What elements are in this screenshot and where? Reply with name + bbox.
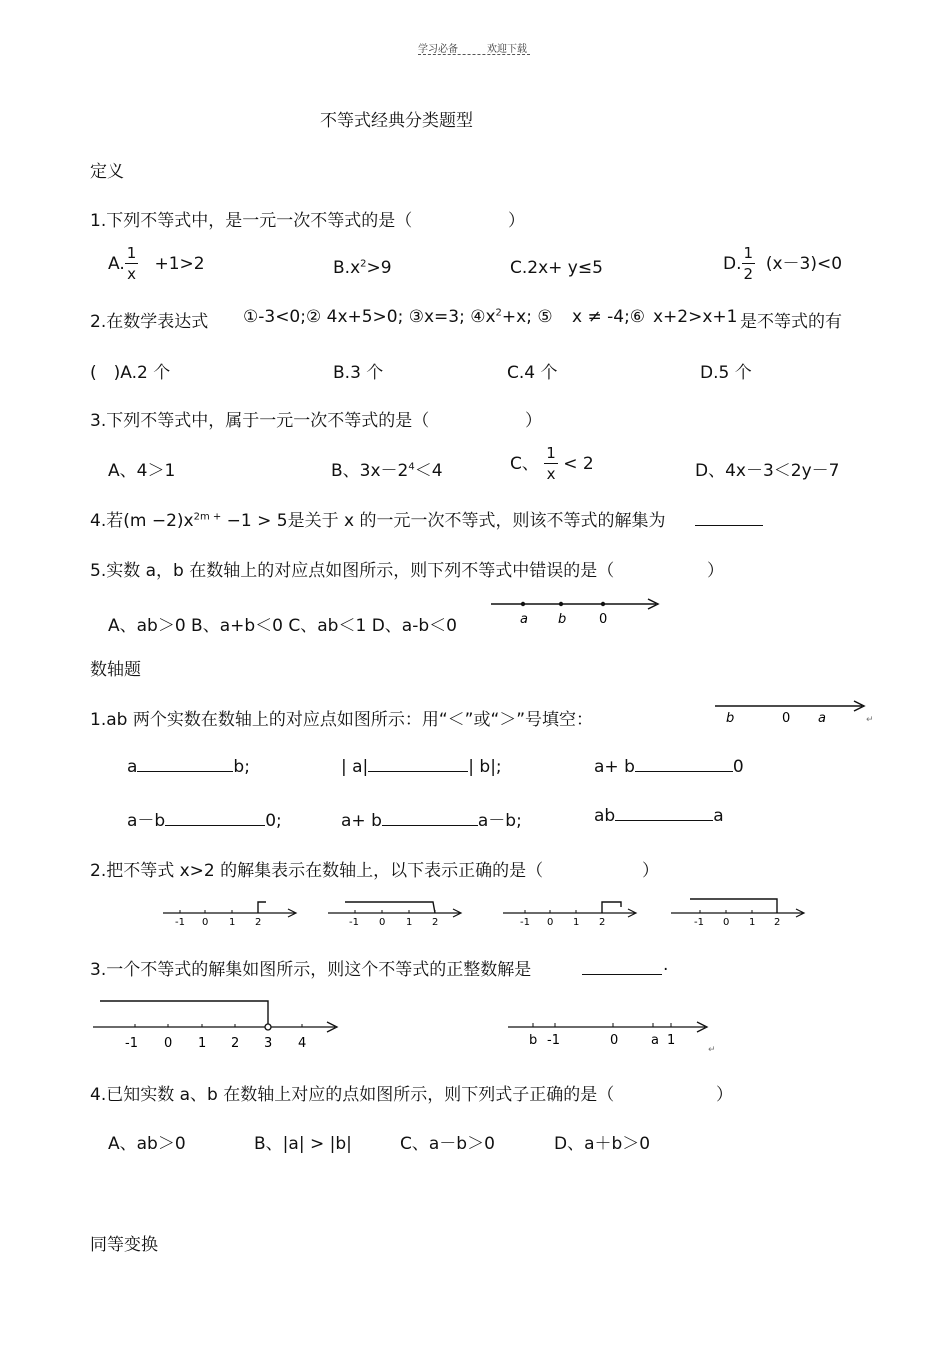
svg-text:a: a xyxy=(651,1033,659,1048)
svg-text:1: 1 xyxy=(229,917,236,928)
svg-text:-1: -1 xyxy=(547,1033,560,1048)
svg-text:-1: -1 xyxy=(520,917,530,928)
svg-text:3: 3 xyxy=(264,1036,273,1051)
nl-q2-stem: 2.把不等式 x>2 的解集表示在数轴上，以下表示正确的是（ xyxy=(90,861,544,881)
def-q5-options: A、ab＞0 B、a+b＜0 C、ab＜1 D、a-b＜0 xyxy=(108,616,457,636)
nl-q2-option-b-figure[interactable] xyxy=(325,898,470,928)
nl-q2-option-d-figure[interactable] xyxy=(668,895,813,928)
svg-text:0: 0 xyxy=(379,917,386,928)
section-number-line: 数轴题 xyxy=(90,660,141,680)
def-q1-option-c: C.2x+ y≤5 xyxy=(510,258,603,278)
def-q5-close: ） xyxy=(707,561,724,581)
label-0: 0 xyxy=(782,711,791,726)
def-q1-stem: 1.下列不等式中，是一元一次不等式的是（ xyxy=(90,211,413,231)
def-q1-option-a: A. $\frac{1}{x}$ +1>2 xyxy=(108,244,205,283)
nl-q1-fill-5[interactable]: a+ b a－b; xyxy=(341,811,522,831)
svg-text:-1: -1 xyxy=(125,1036,138,1051)
return-mark-icon: ↵ xyxy=(708,1045,716,1055)
def-q1-close: ） xyxy=(508,211,525,231)
nl-q3-solution-figure xyxy=(90,995,350,1055)
def-q3-option-a: A、4＞1 xyxy=(108,461,176,481)
svg-text:1: 1 xyxy=(667,1033,676,1048)
nl-q1-fill-6[interactable]: ab a xyxy=(594,806,724,826)
nl-q4-option-c: C、a－b＞0 xyxy=(400,1134,495,1154)
label-b: b xyxy=(726,711,735,726)
svg-text:2: 2 xyxy=(231,1036,240,1051)
def-q2-option-c: C.4 个 xyxy=(507,363,558,383)
def-q5-stem: 5.实数 a，b 在数轴上的对应点如图所示，则下列不等式中错误的是（ xyxy=(90,561,615,581)
page-title: 不等式经典分类题型 xyxy=(320,111,473,131)
svg-text:b: b xyxy=(529,1033,538,1048)
svg-text:1: 1 xyxy=(198,1036,207,1051)
header-dashed-rule xyxy=(418,54,530,55)
def-q4: 4.若$(m -2)x^{2m +} -1 > 5$是关于 x 的一元一次不等式，则该不等式的解集为 xyxy=(90,511,666,531)
nl-q3-end: . xyxy=(663,955,669,975)
def-q2-option-d: D.5 个 xyxy=(700,363,752,383)
def-q2-stem: 2.在数学表达式 xyxy=(90,312,209,332)
nl-q3-stem: 3.一个不等式的解集如图所示，则这个不等式的正整数解是 xyxy=(90,960,532,980)
def-q3-stem: 3.下列不等式中，属于一元一次不等式的是（ xyxy=(90,411,430,431)
nl-q1-fill-4[interactable]: a－b 0; xyxy=(127,811,282,831)
nl-q2-option-a-figure[interactable] xyxy=(160,898,305,928)
svg-text:-1: -1 xyxy=(694,917,704,928)
nl-q2-close: ） xyxy=(642,861,659,881)
nl-q4-option-a: A、ab＞0 xyxy=(108,1134,186,1154)
svg-text:1: 1 xyxy=(749,917,756,928)
def-q2-expr3: x+2>x+1 xyxy=(653,307,738,327)
return-mark-icon: ↵ xyxy=(866,715,874,725)
nl-q4-close: ） xyxy=(716,1085,733,1105)
def-q3-option-b: B、$3x-2^4<4$ xyxy=(331,461,443,481)
def-q2-expr1: ①-3<0;② 4x+5>0; ③x=3; $④x^2+x$; ⑤ xyxy=(243,307,553,327)
svg-text:1: 1 xyxy=(573,917,580,928)
nl-q3-answer-blank[interactable] xyxy=(582,974,662,975)
label-a: a xyxy=(520,612,528,627)
nl-q4-stem: 4.已知实数 a、b 在数轴上对应的点如图所示，则下列式子正确的是（ xyxy=(90,1085,615,1105)
def-q3-close: ） xyxy=(525,411,542,431)
svg-text:2: 2 xyxy=(432,917,439,928)
svg-text:2: 2 xyxy=(255,917,262,928)
svg-text:4: 4 xyxy=(298,1036,307,1051)
def-q2-option-a: ( )A.2 个 xyxy=(90,363,171,383)
svg-text:0: 0 xyxy=(547,917,554,928)
header-left: 学习必备 xyxy=(418,44,458,55)
nl-q1-fill-2[interactable]: | a| | b|; xyxy=(341,757,502,777)
svg-text:0: 0 xyxy=(202,917,209,928)
nl-q4-number-line-figure xyxy=(505,1015,730,1055)
section-equivalent-transform: 同等变换 xyxy=(90,1235,158,1255)
def-q4-answer-blank[interactable] xyxy=(695,525,763,526)
svg-text:-1: -1 xyxy=(175,917,185,928)
svg-text:0: 0 xyxy=(723,917,730,928)
nl-q1-stem: 1.ab 两个实数在数轴上的对应点如图所示：用“＜”或“＞”号填空： xyxy=(90,710,594,730)
section-definition: 定义 xyxy=(90,162,124,182)
svg-text:0: 0 xyxy=(610,1033,619,1048)
nl-q1-fill-1[interactable]: a b; xyxy=(127,757,250,777)
def-q2-tail: 是不等式的有 xyxy=(740,312,842,332)
def-q3-option-d: D、4x－3＜2y－7 xyxy=(695,461,840,481)
def-q5-number-line xyxy=(488,594,668,630)
nl-q1-fill-3[interactable]: a+ b 0 xyxy=(594,757,744,777)
svg-text:0: 0 xyxy=(164,1036,173,1051)
svg-text:1: 1 xyxy=(406,917,413,928)
nl-q4-option-b: B、|a| > |b| xyxy=(254,1134,352,1154)
nl-q4-option-d: D、a＋b＞0 xyxy=(554,1134,651,1154)
svg-text:2: 2 xyxy=(599,917,606,928)
def-q3-option-c: C、 $\frac{1}{x}$ < 2 xyxy=(510,444,594,483)
svg-text:2: 2 xyxy=(774,917,781,928)
nl-q2-option-c-figure[interactable] xyxy=(500,898,645,928)
def-q1-option-d: D. $\frac{1}{2}$ (x－3)<0 xyxy=(723,244,843,283)
label-a: a xyxy=(818,711,826,726)
def-q1-option-b: $B.x^2>9$ xyxy=(333,258,392,278)
label-b: b xyxy=(558,612,567,627)
header-right: 欢迎下载 xyxy=(487,44,527,55)
svg-text:-1: -1 xyxy=(349,917,359,928)
def-q2-expr2: x ≠ -4;⑥ xyxy=(572,307,646,327)
nl-q1-number-line xyxy=(712,698,882,728)
def-q2-option-b: B.3 个 xyxy=(333,363,384,383)
label-0: 0 xyxy=(599,612,608,627)
